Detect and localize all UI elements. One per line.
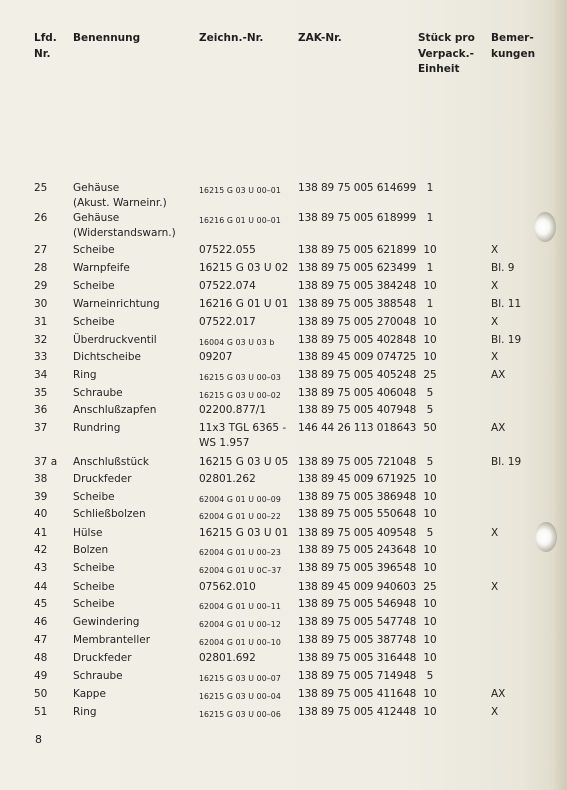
benennung-line: Überdruckventil bbox=[73, 334, 157, 346]
cell-stueck: 5 bbox=[426, 404, 434, 416]
cell-zak-nr: 138 89 75 005 409548 bbox=[298, 527, 417, 539]
cell-stueck: 10 bbox=[423, 634, 437, 646]
cell-benennung bbox=[73, 580, 115, 595]
cell-lfd-nr: 39 bbox=[34, 491, 48, 503]
cell-benennung bbox=[73, 687, 106, 702]
cell-benennung bbox=[73, 211, 176, 241]
cell-lfd-nr: 40 bbox=[34, 508, 48, 520]
cell-stueck: 10 bbox=[423, 280, 437, 292]
cell-zeichn-nr: 07522.017 bbox=[199, 316, 256, 328]
cell-stueck: 25 bbox=[423, 581, 437, 593]
cell-zeichn-nr: 16215 G 03 U 00–06 bbox=[199, 710, 281, 719]
cell-benennung bbox=[73, 261, 130, 276]
cell-lfd-nr: 37 a bbox=[34, 456, 58, 468]
cell-stueck: 10 bbox=[423, 244, 437, 256]
cell-lfd-nr: 29 bbox=[34, 280, 48, 292]
cell-benennung bbox=[73, 386, 123, 401]
cell-stueck: 5 bbox=[426, 387, 434, 399]
cell-benennung bbox=[73, 615, 139, 630]
benennung-line: Kappe bbox=[73, 688, 106, 700]
cell-lfd-nr: 46 bbox=[34, 616, 48, 628]
cell-zeichn-nr: 62004 G 01 U 00–22 bbox=[199, 512, 281, 521]
benennung-line: Rundring bbox=[73, 422, 121, 434]
benennung-line: Bolzen bbox=[73, 544, 109, 556]
cell-zak-nr: 138 89 75 005 614699 bbox=[298, 182, 417, 194]
cell-stueck: 1 bbox=[426, 212, 434, 224]
benennung-line: Schraube bbox=[73, 670, 123, 682]
cell-bemerkung: X bbox=[491, 706, 499, 718]
cell-zeichn-nr: 62004 G 01 U 0C–37 bbox=[199, 566, 282, 575]
cell-zak-nr: 138 89 75 005 406048 bbox=[298, 387, 417, 399]
cell-lfd-nr: 51 bbox=[34, 706, 48, 718]
cell-zeichn-nr: 09207 bbox=[199, 351, 233, 363]
cell-benennung bbox=[73, 597, 115, 612]
cell-benennung bbox=[73, 526, 102, 541]
header-lfd-nr bbox=[34, 31, 57, 62]
cell-benennung bbox=[73, 507, 146, 522]
cell-benennung bbox=[73, 368, 97, 383]
cell-benennung bbox=[73, 490, 115, 505]
cell-stueck: 10 bbox=[423, 491, 437, 503]
cell-bemerkung: Bl. 9 bbox=[491, 262, 515, 274]
cell-lfd-nr: 50 bbox=[34, 688, 48, 700]
cell-zak-nr: 138 89 75 005 412448 bbox=[298, 706, 417, 718]
cell-lfd-nr: 32 bbox=[34, 334, 48, 346]
cell-stueck: 5 bbox=[426, 670, 434, 682]
header-stueck-line2: Verpack.- bbox=[418, 47, 475, 60]
cell-lfd-nr: 49 bbox=[34, 670, 48, 682]
cell-bemerkung: X bbox=[491, 351, 499, 363]
page-number: 8 bbox=[35, 733, 42, 746]
cell-zeichn-nr: 02801.262 bbox=[199, 473, 256, 485]
cell-zeichn-nr: 62004 G 01 U 00–11 bbox=[199, 602, 281, 611]
cell-lfd-nr: 38 bbox=[34, 473, 48, 485]
cell-zak-nr: 138 89 45 009 074725 bbox=[298, 351, 417, 363]
benennung-line: Warneinrichtung bbox=[73, 298, 160, 310]
cell-zeichn-nr: 07522.055 bbox=[199, 244, 256, 256]
cell-bemerkung: X bbox=[491, 316, 499, 328]
cell-bemerkung: Bl. 11 bbox=[491, 298, 522, 310]
cell-bemerkung: AX bbox=[491, 422, 506, 434]
benennung-line: Membranteller bbox=[73, 634, 151, 646]
cell-zeichn-nr: 16004 G 03 U 03 b bbox=[199, 338, 275, 347]
cell-lfd-nr: 34 bbox=[34, 369, 48, 381]
benennung-line: (Widerstandswarn.) bbox=[73, 227, 176, 239]
benennung-line: Gehäuse bbox=[73, 212, 120, 224]
cell-zeichn-nr: 62004 G 01 U 00–10 bbox=[199, 638, 281, 647]
cell-zak-nr: 138 89 75 005 618999 bbox=[298, 212, 417, 224]
cell-benennung bbox=[73, 561, 115, 576]
punch-hole-upper bbox=[534, 212, 556, 242]
cell-stueck: 1 bbox=[426, 182, 434, 194]
cell-lfd-nr: 37 bbox=[34, 422, 48, 434]
cell-lfd-nr: 26 bbox=[34, 212, 48, 224]
cell-bemerkung: X bbox=[491, 527, 499, 539]
cell-lfd-nr: 33 bbox=[34, 351, 48, 363]
cell-zak-nr: 138 89 75 005 388548 bbox=[298, 298, 417, 310]
cell-lfd-nr: 25 bbox=[34, 182, 48, 194]
header-lfd-line: Lfd. bbox=[34, 32, 57, 44]
benennung-line: Dichtscheibe bbox=[73, 351, 141, 363]
benennung-line: Gehäuse bbox=[73, 182, 120, 194]
cell-bemerkung: X bbox=[491, 280, 499, 292]
cell-lfd-nr: 30 bbox=[34, 298, 48, 310]
header-zeichn-nr: Zeichn.-Nr. bbox=[199, 32, 264, 44]
cell-lfd-nr: 42 bbox=[34, 544, 48, 556]
cell-lfd-nr: 31 bbox=[34, 316, 48, 328]
cell-stueck: 10 bbox=[423, 688, 437, 700]
header-benennung: Benennung bbox=[73, 32, 141, 44]
cell-bemerkung: AX bbox=[491, 369, 506, 381]
cell-bemerkung: X bbox=[491, 244, 499, 256]
cell-lfd-nr: 48 bbox=[34, 652, 48, 664]
benennung-line: Scheibe bbox=[73, 316, 115, 328]
cell-zak-nr: 138 89 75 005 386948 bbox=[298, 491, 417, 503]
cell-lfd-nr: 35 bbox=[34, 387, 48, 399]
cell-lfd-nr: 44 bbox=[34, 581, 48, 593]
cell-zak-nr: 138 89 75 005 714948 bbox=[298, 670, 417, 682]
cell-stueck: 1 bbox=[426, 298, 434, 310]
cell-stueck: 10 bbox=[423, 616, 437, 628]
cell-benennung bbox=[73, 633, 150, 648]
cell-bemerkung: X bbox=[491, 581, 499, 593]
cell-zak-nr: 138 89 75 005 407948 bbox=[298, 404, 417, 416]
cell-benennung bbox=[73, 315, 115, 330]
cell-stueck: 5 bbox=[426, 456, 434, 468]
cell-zeichn-nr: 62004 G 01 U 00–09 bbox=[199, 495, 281, 504]
cell-zak-nr: 138 89 45 009 671925 bbox=[298, 473, 417, 485]
cell-lfd-nr: 45 bbox=[34, 598, 48, 610]
cell-zak-nr: 138 89 75 005 621899 bbox=[298, 244, 417, 256]
cell-zeichn-nr: 62004 G 01 U 00–12 bbox=[199, 620, 281, 629]
cell-bemerkung: Bl. 19 bbox=[491, 456, 522, 468]
cell-zeichn-nr: 07562.010 bbox=[199, 581, 256, 593]
cell-zak-nr: 138 89 75 005 623499 bbox=[298, 262, 417, 274]
cell-stueck: 50 bbox=[423, 422, 437, 434]
cell-zeichn-nr: 16215 G 03 U 00–01 bbox=[199, 186, 281, 195]
header-zak-nr: ZAK-Nr. bbox=[298, 32, 342, 44]
cell-zeichn-nr: 62004 G 01 U 00–23 bbox=[199, 548, 281, 557]
benennung-line: Hülse bbox=[73, 527, 103, 539]
benennung-line: Gewindering bbox=[73, 616, 140, 628]
cell-zeichn-nr: 02801.692 bbox=[199, 652, 256, 664]
punch-hole-lower bbox=[535, 522, 557, 552]
benennung-line: Ring bbox=[73, 369, 97, 381]
benennung-line: Schließbolzen bbox=[73, 508, 146, 520]
cell-benennung bbox=[73, 403, 156, 418]
cell-zak-nr: 138 89 75 005 387748 bbox=[298, 634, 417, 646]
cell-stueck: 10 bbox=[423, 598, 437, 610]
cell-zeichn-nr: 16216 G 01 U 00–01 bbox=[199, 216, 281, 225]
cell-benennung bbox=[73, 279, 115, 294]
cell-lfd-nr: 27 bbox=[34, 244, 48, 256]
benennung-line: Scheibe bbox=[73, 598, 115, 610]
cell-stueck: 10 bbox=[423, 334, 437, 346]
cell-benennung bbox=[73, 472, 132, 487]
cell-stueck: 10 bbox=[423, 706, 437, 718]
cell-benennung bbox=[73, 543, 108, 558]
cell-zeichn-nr: 16215 G 03 U 00–04 bbox=[199, 692, 281, 701]
cell-zeichn-nr: 16216 G 01 U 01 bbox=[199, 298, 289, 310]
benennung-line: Druckfeder bbox=[73, 473, 132, 485]
header-bem-line1: Bemer- bbox=[491, 32, 534, 44]
cell-benennung bbox=[73, 669, 123, 684]
cell-stueck: 10 bbox=[423, 562, 437, 574]
benennung-line: Anschlußzapfen bbox=[73, 404, 157, 416]
cell-stueck: 5 bbox=[426, 527, 434, 539]
benennung-line: (Akust. Warneinr.) bbox=[73, 197, 167, 209]
header-nr-line: Nr. bbox=[34, 47, 51, 60]
cell-zeichn-nr: 16215 G 03 U 01 bbox=[199, 527, 289, 539]
cell-benennung bbox=[73, 651, 132, 666]
cell-stueck: 10 bbox=[423, 652, 437, 664]
cell-zak-nr: 138 89 75 005 384248 bbox=[298, 280, 417, 292]
cell-zeichn-nr-cont: WS 1.957 bbox=[199, 437, 250, 449]
cell-zak-nr: 138 89 75 005 721048 bbox=[298, 456, 417, 468]
page-edge-shadow bbox=[553, 0, 567, 790]
header-stueck-line3: Einheit bbox=[418, 63, 460, 75]
cell-lfd-nr: 43 bbox=[34, 562, 48, 574]
cell-stueck: 10 bbox=[423, 473, 437, 485]
benennung-line: Schraube bbox=[73, 387, 123, 399]
benennung-line: Ring bbox=[73, 706, 97, 718]
cell-benennung bbox=[73, 333, 157, 348]
cell-zak-nr: 138 89 75 005 405248 bbox=[298, 369, 417, 381]
cell-zeichn-nr: 16215 G 03 U 00–07 bbox=[199, 674, 281, 683]
cell-benennung bbox=[73, 297, 160, 312]
benennung-line: Scheibe bbox=[73, 581, 115, 593]
benennung-line: Druckfeder bbox=[73, 652, 132, 664]
cell-bemerkung: AX bbox=[491, 688, 506, 700]
cell-stueck: 1 bbox=[426, 262, 434, 274]
cell-stueck: 10 bbox=[423, 508, 437, 520]
cell-zak-nr: 138 89 45 009 940603 bbox=[298, 581, 417, 593]
header-stueck-line1: Stück pro bbox=[418, 32, 475, 44]
cell-zak-nr: 138 89 75 005 270048 bbox=[298, 316, 417, 328]
benennung-line: Scheibe bbox=[73, 244, 115, 256]
cell-zak-nr: 138 89 75 005 411648 bbox=[298, 688, 417, 700]
cell-benennung bbox=[73, 455, 149, 470]
cell-lfd-nr: 41 bbox=[34, 527, 48, 539]
cell-zak-nr: 138 89 75 005 243648 bbox=[298, 544, 417, 556]
cell-zeichn-nr: 16215 G 03 U 00–02 bbox=[199, 391, 281, 400]
cell-zak-nr: 138 89 75 005 546948 bbox=[298, 598, 417, 610]
cell-stueck: 25 bbox=[423, 369, 437, 381]
cell-benennung bbox=[73, 243, 115, 258]
header-bem-line2: kungen bbox=[491, 47, 536, 60]
cell-zeichn-nr: 07522.074 bbox=[199, 280, 256, 292]
header-bemerkungen bbox=[491, 31, 535, 62]
cell-benennung bbox=[73, 421, 120, 436]
cell-lfd-nr: 36 bbox=[34, 404, 48, 416]
cell-stueck: 10 bbox=[423, 316, 437, 328]
cell-benennung bbox=[73, 350, 141, 365]
cell-zeichn-nr: 02200.877/1 bbox=[199, 404, 266, 416]
benennung-line: Scheibe bbox=[73, 491, 115, 503]
cell-benennung bbox=[73, 181, 167, 211]
cell-zeichn-nr: 16215 G 03 U 05 bbox=[199, 456, 289, 468]
cell-bemerkung: Bl. 19 bbox=[491, 334, 522, 346]
cell-stueck: 10 bbox=[423, 351, 437, 363]
cell-zeichn-nr: 11x3 TGL 6365 - bbox=[199, 422, 287, 434]
cell-zak-nr: 138 89 75 005 402848 bbox=[298, 334, 417, 346]
cell-zeichn-nr: 16215 G 03 U 02 bbox=[199, 262, 289, 274]
cell-zak-nr: 138 89 75 005 547748 bbox=[298, 616, 417, 628]
cell-benennung bbox=[73, 705, 97, 720]
benennung-line: Scheibe bbox=[73, 562, 115, 574]
cell-zeichn-nr: 16215 G 03 U 00–03 bbox=[199, 373, 281, 382]
cell-zak-nr: 138 89 75 005 316448 bbox=[298, 652, 417, 664]
cell-lfd-nr: 47 bbox=[34, 634, 48, 646]
cell-zak-nr: 138 89 75 005 550648 bbox=[298, 508, 417, 520]
benennung-line: Warnpfeife bbox=[73, 262, 130, 274]
cell-stueck: 10 bbox=[423, 544, 437, 556]
cell-zak-nr: 146 44 26 113 018643 bbox=[298, 422, 417, 434]
header-stueck bbox=[418, 31, 475, 78]
cell-lfd-nr: 28 bbox=[34, 262, 48, 274]
cell-zak-nr: 138 89 75 005 396548 bbox=[298, 562, 417, 574]
benennung-line: Anschlußstück bbox=[73, 456, 150, 468]
benennung-line: Scheibe bbox=[73, 280, 115, 292]
